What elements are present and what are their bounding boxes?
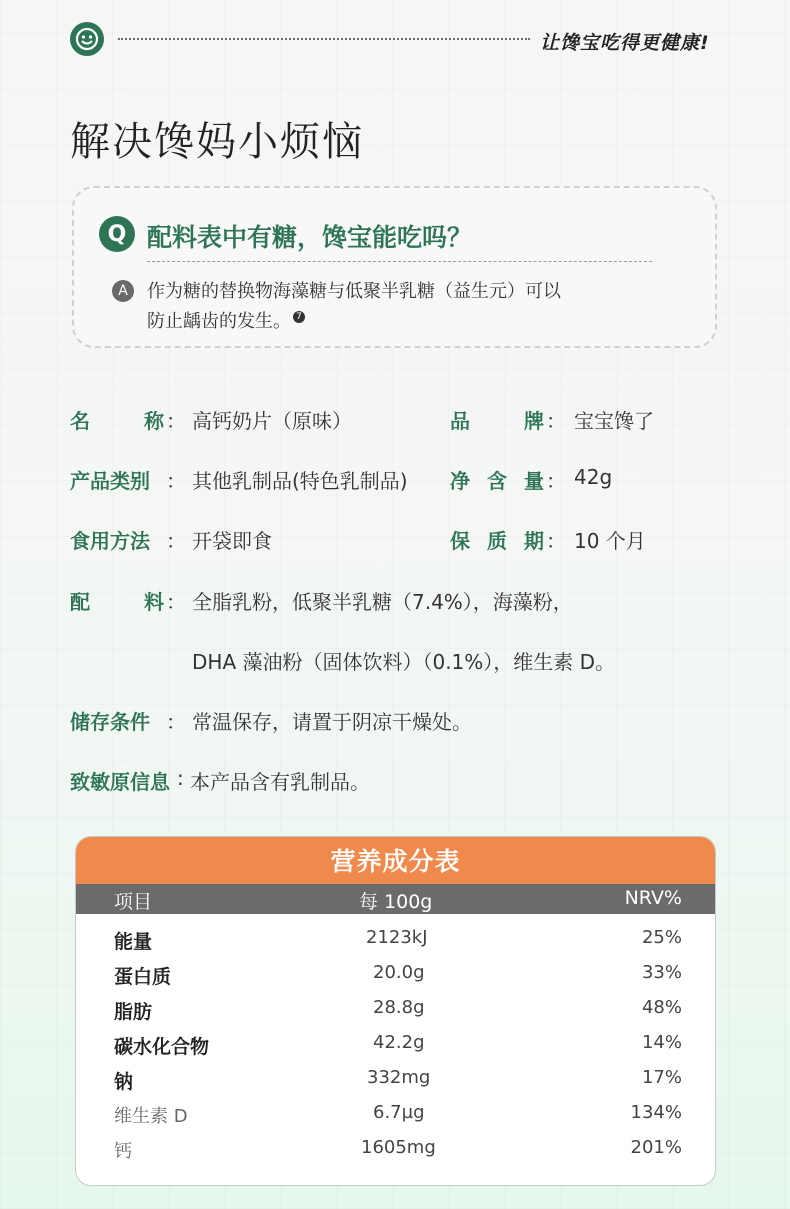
brand-logo-icon [70, 22, 104, 56]
nutrient-amount: 20.0g [373, 962, 425, 983]
nutrient-name: 能量 [114, 931, 153, 953]
name-label-char-1: 名 [70, 409, 90, 433]
header-item: 项目 [114, 891, 153, 913]
header-slogan: 让馋宝吃得更健康! [540, 32, 710, 54]
table-row [76, 992, 715, 1027]
storage-label: 储存条件 [70, 710, 150, 734]
answer-line-1: 作为糖的替换物海藻糖与低聚半乳糖（益生元）可以 [147, 281, 561, 302]
footnote-marker: 7 [293, 311, 305, 323]
nutrient-name: 碳水化合物 [114, 1036, 210, 1058]
answer-line-2 [147, 307, 667, 337]
nutrient-nrv: 25% [641, 927, 682, 948]
ingredients-line-2: DHA 藻油粉（固体饮料）（0.1%），维生素 D。 [192, 650, 616, 674]
question-text: 配料表中有糖，馋宝能吃吗？ [147, 223, 473, 252]
nutrient-name: 蛋白质 [114, 966, 172, 988]
table-row [76, 957, 715, 992]
header-nrv: NRV% [624, 887, 682, 909]
brand-colon: ： [546, 409, 566, 433]
ingredients-label [70, 586, 164, 615]
nutrient-amount: 28.8g [373, 997, 425, 1018]
nutrition-table [75, 836, 716, 1186]
qa-divider [147, 261, 652, 262]
nutrient-nrv: 17% [641, 1067, 682, 1088]
category-colon: ： [166, 469, 186, 493]
net-content-label [450, 465, 544, 494]
net-label-char-2: 含 [487, 469, 507, 493]
usage-colon: ： [166, 529, 186, 553]
page-title: 解决馋妈小烦恼 [70, 119, 364, 165]
answer-text [147, 277, 667, 337]
category-value: 其他乳制品(特色乳制品) [192, 469, 408, 493]
allergen-value: 本产品含有乳制品。 [190, 770, 370, 794]
net-label-char-1: 净 [450, 469, 470, 493]
name-label [70, 405, 164, 434]
answer-badge: A [112, 280, 134, 302]
brand-label-char-1: 品 [450, 409, 470, 433]
nutrient-amount: 332mg [367, 1067, 431, 1088]
ingredients-label-char-1: 配 [70, 590, 90, 614]
ingredients-line-1: 全脂乳粉，低聚半乳糖（7.4%），海藻粉， [192, 590, 573, 614]
nutrient-name: 维生素 D [114, 1106, 188, 1127]
table-row [76, 1062, 715, 1097]
allergen-colon: : [177, 766, 184, 790]
header-per-100g: 每 100g [359, 891, 433, 913]
brand-label [450, 405, 544, 434]
nutrient-amount: 1605mg [361, 1137, 436, 1158]
net-content-colon: ： [546, 469, 566, 493]
question-badge: Q [99, 216, 135, 252]
brand-label-char-2: 牌 [524, 409, 544, 433]
nutrition-table-body [76, 914, 715, 1167]
nutrient-amount: 42.2g [373, 1032, 425, 1053]
storage-colon: ： [166, 710, 186, 734]
shelf-label-char-2: 质 [487, 529, 507, 553]
net-label-char-3: 量 [524, 469, 544, 493]
shelf-label-char-3: 期 [524, 529, 544, 553]
category-label: 产品类别 [70, 469, 150, 493]
answer-line-2-text: 防止龋齿的发生。 [147, 311, 291, 332]
storage-value: 常温保存，请置于阴凉干燥处。 [192, 710, 472, 734]
name-colon: ： [166, 409, 186, 433]
nutrient-nrv: 48% [641, 997, 682, 1018]
name-value: 高钙奶片（原味） [192, 409, 352, 433]
header-dotted-divider [118, 38, 530, 40]
nutrient-nrv: 134% [630, 1102, 682, 1123]
allergen-label: 致敏原信息 [70, 770, 170, 794]
nutrient-name: 钙 [114, 1141, 132, 1162]
table-row [76, 1027, 715, 1062]
nutrient-name: 钠 [114, 1071, 134, 1093]
shelf-life-colon: ： [546, 529, 566, 553]
table-row [76, 1132, 715, 1167]
nutrient-nrv: 201% [630, 1137, 682, 1158]
table-row [76, 922, 715, 957]
brand-value: 宝宝馋了 [574, 409, 654, 433]
table-row [76, 1097, 715, 1132]
qa-card [72, 186, 717, 348]
usage-value: 开袋即食 [192, 529, 272, 553]
shelf-life-value: 10 个月 [574, 529, 646, 553]
name-label-char-2: 称 [144, 409, 164, 433]
usage-label: 食用方法 [70, 529, 150, 553]
shelf-life-label [450, 525, 544, 554]
nutrition-table-title: 营养成分表 [76, 837, 715, 884]
nutrient-nrv: 33% [641, 962, 682, 983]
net-content-value: 42g [574, 465, 613, 489]
nutrition-table-header [76, 884, 715, 914]
nutrient-nrv: 14% [641, 1032, 682, 1053]
ingredients-colon: ： [166, 590, 186, 614]
nutrient-amount: 6.7µg [373, 1102, 425, 1123]
shelf-label-char-1: 保 [450, 529, 470, 553]
ingredients-label-char-2: 料 [144, 590, 164, 614]
nutrient-name: 脂肪 [114, 1001, 153, 1023]
smiley-face-icon [74, 26, 100, 52]
nutrient-amount: 2123kJ [366, 927, 428, 948]
